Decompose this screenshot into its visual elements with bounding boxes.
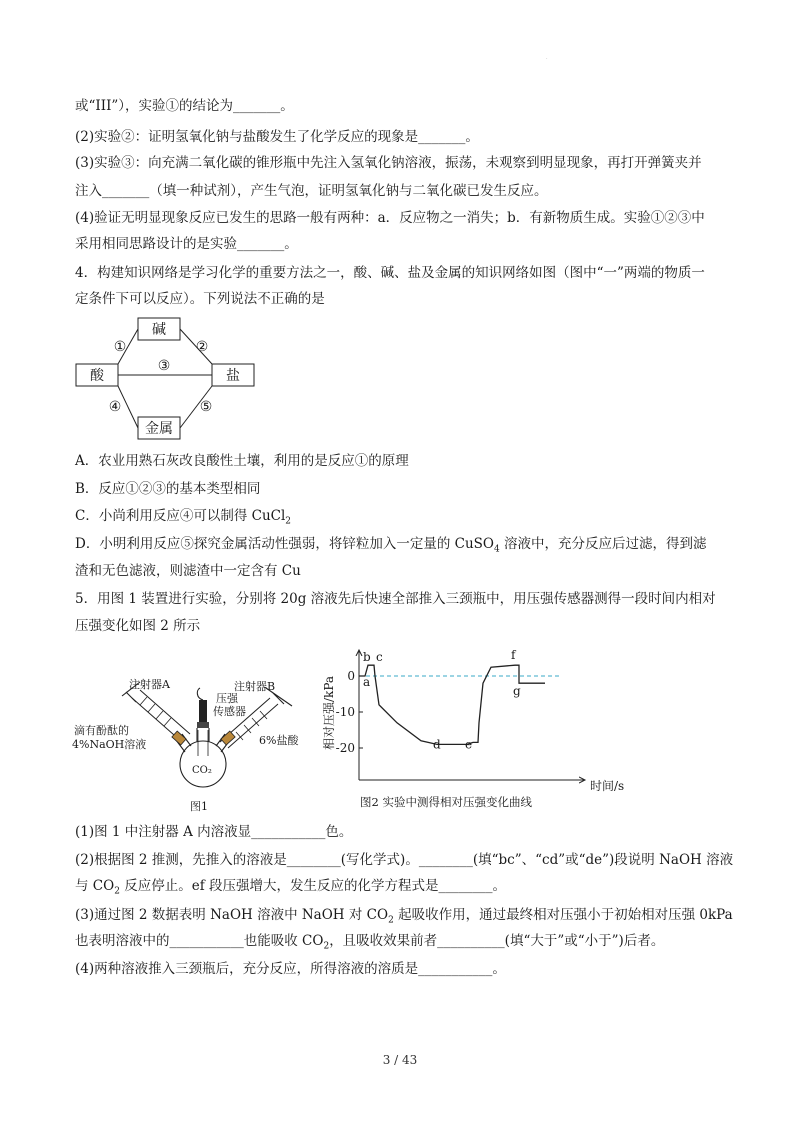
q5-sub-2: (2)根据图 2 推测，先推入的溶液是________(写化学式)。________(填“bc”、“cd”或“de”)段说明 NaOH 溶液 — [75, 852, 734, 868]
point-label-g: g — [513, 684, 521, 699]
syringe-a-ticks — [140, 697, 171, 726]
q5-stem-2: 压强变化如图 2 所示 — [75, 618, 201, 634]
label-co2: CO₂ — [192, 765, 212, 776]
y-tick-label: 0 — [347, 669, 355, 683]
q5-sub-3: (3)通过图 2 数据表明 NaOH 溶液中 NaOH 对 $CO_2$ 起吸收作用，通过最终相对压强小于初始相对压强 0kPa — [75, 907, 733, 926]
label-sensor-2: 传感器 — [213, 705, 246, 718]
page-dot: · — [546, 56, 548, 62]
y-tick-label: -20 — [335, 741, 355, 755]
flask-center-neck — [197, 728, 209, 742]
q5-sub-2-cont: 与 $CO_2$ 反应停止。ef 段压强增大，发生反应的化学方程式是________。 — [75, 878, 507, 897]
q4-stem-2: 定条件下可以反应）。下列说法不正确的是 — [75, 291, 325, 307]
apparatus-figure — [70, 660, 310, 820]
node-metal-label: 金属 — [145, 421, 173, 437]
q4-option-c: C．小尚利用反应④可以制得 CuCl$_2$ — [75, 508, 292, 527]
point-label-d: d — [433, 737, 441, 752]
y-axis-label: 相对压强/kPa — [322, 675, 336, 750]
label-naoh-2: 4%NaOH溶液 — [72, 738, 147, 751]
stopper-left — [172, 731, 186, 745]
q3-line-1: (2)实验②：证明氢氧化钠与盐酸发生了化学反应的现象是_______。 — [75, 129, 479, 145]
sensor-stopper — [197, 722, 209, 728]
node-base-label: 碱 — [152, 322, 166, 338]
figure-1-caption: 图1 — [190, 800, 208, 813]
x-axis-label: 时间/s — [590, 779, 625, 793]
q5-stem-1: 5．用图 1 装置进行实验，分别将 20g 溶液先后快速全部推入三颈瓶中，用压强传感器测得一段时间内相对 — [75, 591, 716, 607]
point-label-e: e — [465, 737, 473, 752]
point-label-b: b — [363, 650, 371, 665]
point-label-a: a — [363, 675, 371, 689]
point-label-f: f — [511, 648, 516, 663]
sensor-wire — [197, 688, 203, 700]
pressure-sensor — [199, 700, 207, 722]
q3-line-3: 注入_______（填一种试剂），产生气泡，证明氢氧化钠与二氧化碳已发生反应。 — [75, 183, 548, 199]
q4-stem-1: 4．构建知识网络是学习化学的重要方法之一，酸、碱、盐及金属的知识网络如图（图中“一”两端的物质一 — [75, 265, 705, 281]
q3-line-2: (3)实验③：向充满二氧化碳的锥形瓶中先注入氢氧化钠溶液，振荡，未观察到明显现象，再打开弹簧夹并 — [75, 155, 702, 171]
edge-3-label: ③ — [157, 358, 171, 374]
label-naoh-1: 滴有酚酞的 — [74, 724, 129, 737]
label-hcl: 6%盐酸 — [259, 734, 299, 747]
q4-option-d: D．小明利用反应⑤探究金属活动性强弱，将锌粒加入一定量的 CuSO$_4$ 溶液中，充分反应后过滤，得到滤 — [75, 536, 707, 555]
figure-2-caption: 图2 实验中测得相对压强变化曲线 — [360, 795, 532, 809]
edge-5-label: ⑤ — [199, 399, 213, 415]
node-salt-label: 盐 — [226, 368, 240, 384]
sensor-tube — [198, 730, 208, 756]
pressure-chart — [315, 640, 645, 815]
stopper-right — [221, 731, 235, 745]
knowledge-network-diagram — [70, 315, 270, 445]
label-syringe-b: 注射器B — [234, 680, 276, 693]
label-sensor-1: 压强 — [216, 692, 238, 705]
label-syringe-a: 注射器A — [129, 678, 170, 691]
flask-body — [180, 741, 226, 787]
page-number: 3 / 43 — [382, 1053, 418, 1067]
pressure-curve — [359, 665, 545, 744]
q4-option-a: A．农业用熟石灰改良酸性土壤，利用的是反应①的原理 — [75, 453, 409, 469]
q5-sub-1: (1)图 1 中注射器 A 内溶液显___________色。 — [75, 824, 353, 840]
point-label-c: c — [376, 650, 383, 665]
q4-option-b: B．反应①②③的基本类型相同 — [75, 481, 261, 497]
q4-option-d-cont: 渣和无色滤液，则滤渣中一定含有 Cu — [75, 563, 301, 579]
q5-sub-3-cont: 也表明溶液中的___________也能吸收 $CO_2$，且吸收效果前者__________(填“大于”或“小于”)后者。 — [75, 933, 665, 952]
edge-4-label: ④ — [108, 399, 122, 415]
q3-line-5: 采用相同思路设计的是实验_______。 — [75, 236, 298, 252]
q3-line-4: (4)验证无明显现象反应已发生的思路一般有两种：a．反应物之一消失；b．有新物质生成。实验①②③中 — [75, 210, 705, 226]
edge-2-label: ② — [195, 339, 209, 355]
q5-sub-4: (4)两种溶液推入三颈瓶后，充分反应，所得溶液的溶质是___________。 — [75, 961, 506, 977]
node-acid-label: 酸 — [90, 368, 104, 384]
q3-line-0: 或“III”），实验①的结论为_______。 — [75, 98, 294, 114]
y-tick-label: -10 — [335, 705, 355, 719]
edge-1-label: ① — [113, 339, 127, 355]
